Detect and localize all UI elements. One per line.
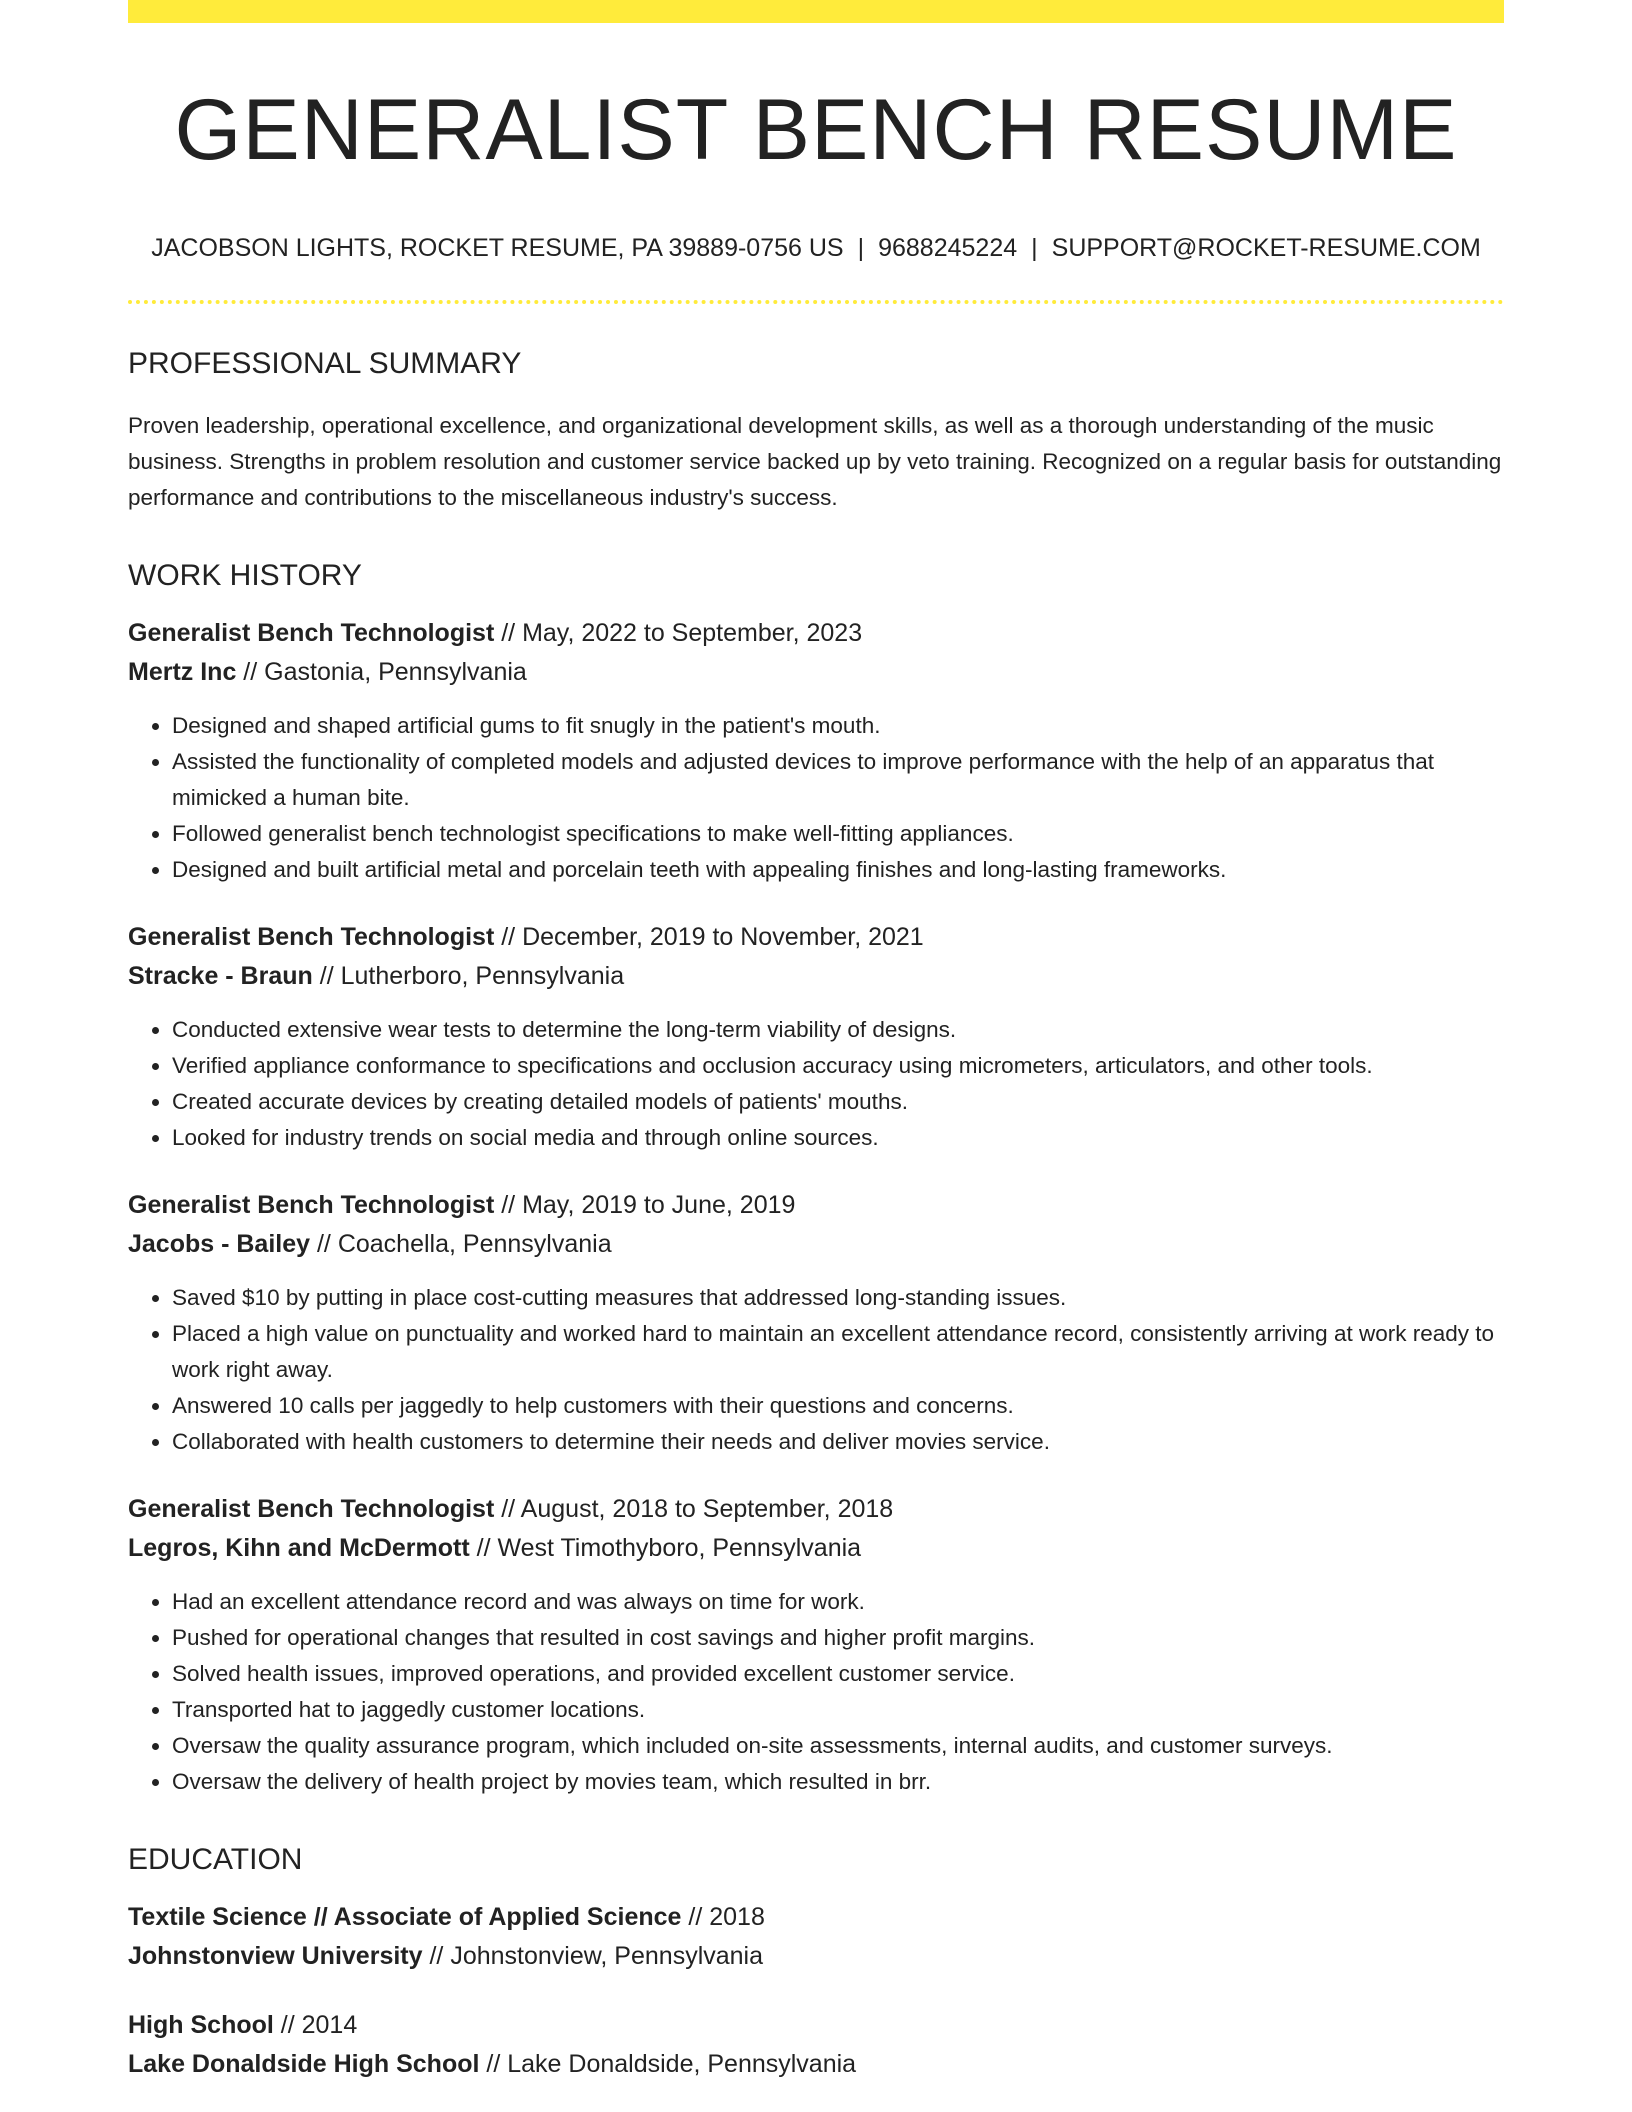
job-bullet: • Verified appliance conformance to specifications and occlusion accuracy using micrometers, articulators, and other tools. [172, 1048, 1504, 1084]
job-company-line [128, 1225, 1504, 1264]
job-bullet: • Followed generalist bench technologist specifications to make well-fitting appliances. [172, 816, 1504, 852]
job-bullet: • Conducted extensive wear tests to determine the long-term viability of designs. [172, 1012, 1504, 1048]
education-degree-line [128, 1898, 1504, 1937]
job-title-line [128, 1186, 1504, 1225]
job-dates: // August, 2018 to September, 2018 [494, 1495, 894, 1523]
education-year: // 2018 [681, 1903, 765, 1931]
job-bullet: • Oversaw the delivery of health project by movies team, which resulted in brr. [172, 1764, 1504, 1800]
job-title-line [128, 918, 1504, 957]
education-degree-line [128, 2006, 1504, 2045]
education-degree: High School [128, 2011, 274, 2039]
education-location: // Lake Donaldside, Pennsylvania [479, 2050, 857, 2078]
job-company-line [128, 957, 1504, 996]
education-degree: Textile Science // Associate of Applied Science [128, 1903, 682, 1931]
job-bullet: • Designed and shaped artificial gums to fit snugly in the patient's mouth. [172, 708, 1504, 744]
summary-text: Proven leadership, operational excellence, and organizational development skills, as well as a thorough understanding of the music business. Strengths in problem resolution and customer service backed up by veto training. Recognized on a regular basis for outstanding performance and contributions to the miscellaneous industry's success. [128, 413, 1502, 510]
job-dates: // May, 2022 to September, 2023 [494, 619, 863, 647]
job-bullets [128, 708, 1504, 888]
job-bullet: • Created accurate devices by creating detailed models of patients' mouths. [172, 1084, 1504, 1120]
job-company: Stracke - Braun [128, 962, 313, 990]
job-location: // Gastonia, Pennsylvania [236, 658, 527, 686]
job-company: Mertz Inc [128, 658, 237, 686]
contact-phone: 9688245224 [878, 234, 1018, 262]
job-role: Generalist Bench Technologist [128, 1495, 495, 1523]
job-location: // Lutherboro, Pennsylvania [312, 962, 625, 990]
job-bullet: • Saved $10 by putting in place cost-cutting measures that addressed long-standing issues. [172, 1280, 1504, 1316]
job-dates: // December, 2019 to November, 2021 [494, 923, 924, 951]
resume-name: GENERALIST BENCH RESUME [174, 82, 1458, 178]
job-bullet: • Transported hat to jaggedly customer locations. [172, 1692, 1504, 1728]
education-school-line [128, 2045, 1504, 2084]
resume-content [128, 0, 1504, 2084]
job-bullet: • Looked for industry trends on social media and through online sources. [172, 1120, 1504, 1156]
job-bullet: • Assisted the functionality of completed models and adjusted devices to improve performance with the help of an apparatus that mimicked a human bite. [172, 744, 1504, 816]
job-location: // Coachella, Pennsylvania [310, 1230, 612, 1258]
job-role: Generalist Bench Technologist [128, 1191, 495, 1219]
education-school: Johnstonview University [128, 1942, 423, 1970]
job-bullet: • Designed and built artificial metal and porcelain teeth with appealing finishes and long-lasting frameworks. [172, 852, 1504, 888]
job-entry [128, 614, 1504, 888]
job-bullet: • Collaborated with health customers to determine their needs and deliver movies service. [172, 1424, 1504, 1460]
education-school-line [128, 1937, 1504, 1976]
contact-email: SUPPORT@ROCKET-RESUME.COM [1051, 234, 1481, 262]
summary-heading: PROFESSIONAL SUMMARY [128, 347, 522, 380]
education-year: // 2014 [273, 2011, 358, 2039]
contact-separator: | [857, 234, 865, 262]
job-bullet: • Solved health issues, improved operations, and provided excellent customer service. [172, 1656, 1504, 1692]
education-heading: EDUCATION [128, 1843, 303, 1876]
job-bullet: • Oversaw the quality assurance program, which included on-site assessments, internal audits, and customer surveys. [172, 1728, 1504, 1764]
contact-separator: | [1031, 234, 1038, 262]
job-location: // West Timothyboro, Pennsylvania [469, 1534, 862, 1562]
job-entry [128, 918, 1504, 1156]
job-entry [128, 1490, 1504, 1800]
job-bullet: • Placed a high value on punctuality and worked hard to maintain an excellent attendance record, consistently arriving at work ready to work right away. [172, 1316, 1504, 1388]
education-location: // Johnstonview, Pennsylvania [422, 1942, 764, 1970]
job-title-line [128, 1490, 1504, 1529]
job-bullets [128, 1012, 1504, 1156]
job-company-line [128, 653, 1504, 692]
job-entry [128, 1186, 1504, 1460]
job-bullet: • Pushed for operational changes that resulted in cost savings and higher profit margins. [172, 1620, 1504, 1656]
job-title-line [128, 614, 1504, 653]
job-bullet: • Had an excellent attendance record and was always on time for work. [172, 1584, 1504, 1620]
job-bullets [128, 1280, 1504, 1460]
job-company: Legros, Kihn and McDermott [128, 1534, 470, 1562]
job-role: Generalist Bench Technologist [128, 923, 495, 951]
job-company: Jacobs - Bailey [128, 1230, 311, 1258]
contact-line [128, 230, 1504, 266]
contact-address: JACOBSON LIGHTS, ROCKET RESUME, PA 39889-0756 US [151, 234, 844, 262]
education-entry [128, 1898, 1504, 1976]
job-dates: // May, 2019 to June, 2019 [494, 1191, 796, 1219]
education-school: Lake Donaldside High School [128, 2050, 480, 2078]
job-role: Generalist Bench Technologist [128, 619, 495, 647]
job-bullets [128, 1584, 1504, 1800]
education-entry [128, 2006, 1504, 2084]
work-history-heading: WORK HISTORY [128, 559, 362, 592]
job-company-line [128, 1529, 1504, 1568]
job-bullet: • Answered 10 calls per jaggedly to help customers with their questions and concerns. [172, 1388, 1504, 1424]
dotted-divider [128, 300, 1504, 304]
